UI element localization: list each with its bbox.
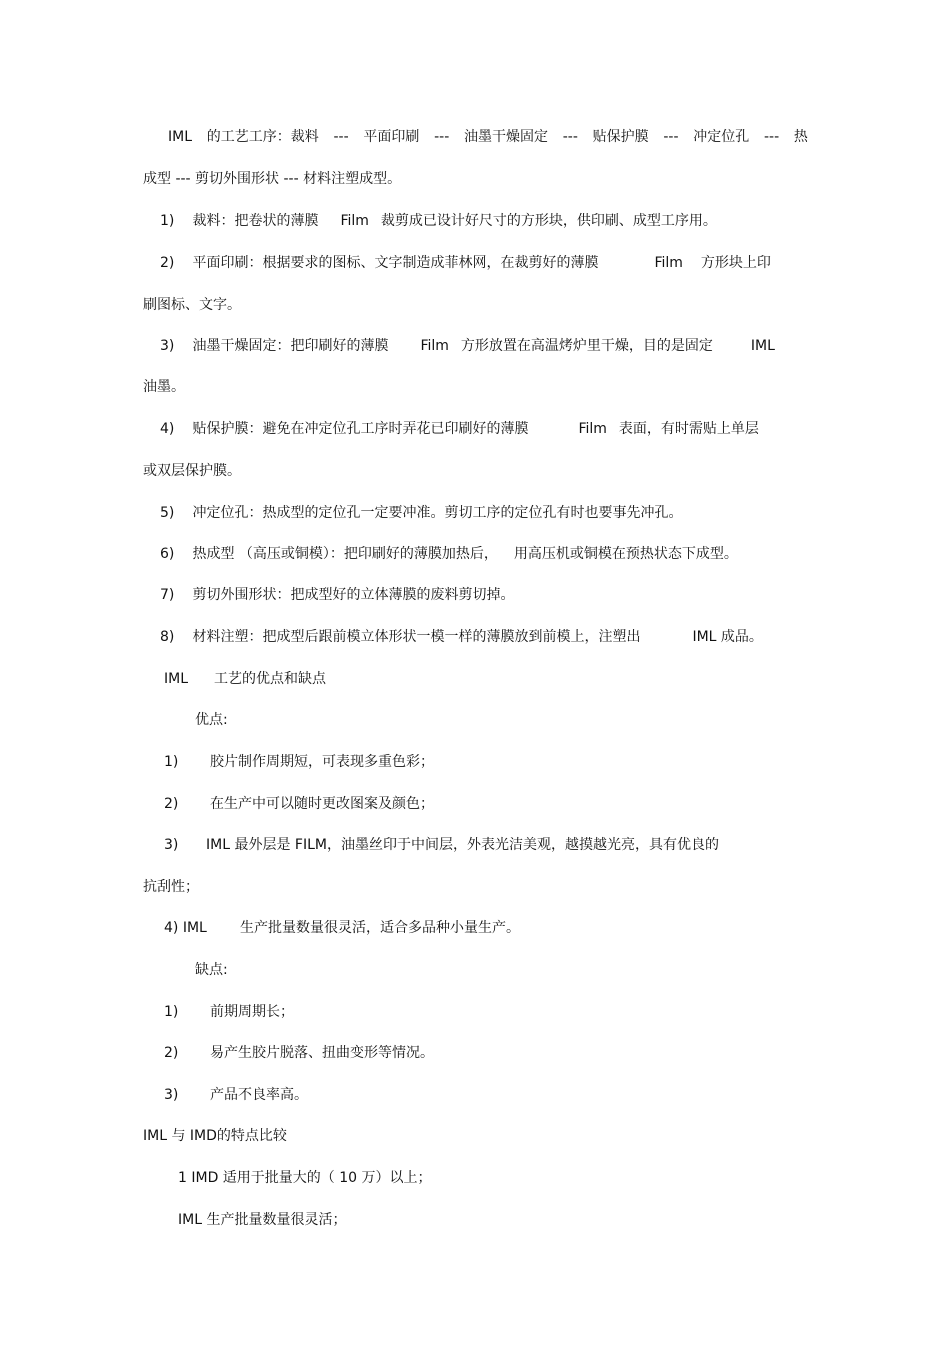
step-text: Film [420,338,449,354]
step-3 [160,337,775,355]
step-7 [160,586,514,604]
pros-title: 优点: [195,712,228,728]
step-1 [160,212,717,230]
step-text: IML 成品。 [692,629,763,645]
step-4-cont: 或双层保护膜。 [143,463,241,479]
step-number: 1) [160,213,175,229]
compare-title: IML 与 IMD的特点比较 [143,1128,287,1144]
pro-text: 胶片制作周期短，可表现多重色彩； [210,754,434,770]
compare-item-2: IML 生产批量数量很灵活； [178,1212,347,1228]
intro-token: 的工艺工序：裁料 [206,129,319,145]
step-text: Film [578,421,607,437]
pro-item-2 [164,795,434,813]
pro-item-3 [164,836,719,854]
step-3-cont: 油墨。 [143,379,185,395]
intro-token: 冲定位孔 [693,129,750,145]
step-6 [160,545,738,563]
step-text: 裁料：把卷状的薄膜 [192,213,319,229]
step-number: 5) [160,505,175,521]
pro-item-3-cont: 抗刮性； [143,879,199,895]
step-text: 冲定位孔：热成型的定位孔一定要冲准。剪切工序的定位孔有时也要事先冲孔。 [192,505,683,521]
step-text: IML [750,338,775,354]
step-text: 剪切外围形状：把成型好的立体薄膜的废料剪切掉。 [192,587,515,603]
con-text: 前期周期长； [210,1004,294,1020]
section-title-prefix: IML [164,671,189,687]
con-item-3 [164,1086,308,1104]
step-text: 方形放置在高温烤炉里干燥，目的是固定 [460,338,713,354]
intro-token: 油墨干燥固定 [464,129,548,145]
pro-text: IML 最外层是 FILM，油墨丝印于中间层，外表光洁美观，越摸越光亮，具有优良的 [206,837,719,853]
pro-number: 3) [164,837,179,853]
intro-token: --- [333,129,349,145]
intro-token: 平面印刷 [363,129,420,145]
step-text: 油墨干燥固定：把印刷好的薄膜 [192,338,389,354]
step-5 [160,504,682,522]
step-text: Film [654,255,683,271]
step-text: 材料注塑：把成型后跟前模立体形状一模一样的薄膜放到前模上，注塑出 [192,629,641,645]
step-number: 3) [160,338,175,354]
step-text: 贴保护膜：避免在冲定位孔工序时弄花已印刷好的薄膜 [192,421,529,437]
pro-item-4 [164,919,520,937]
step-8 [160,628,763,646]
cons-title: 缺点: [195,962,228,978]
con-item-1 [164,1003,294,1021]
con-number: 1) [164,1004,179,1020]
step-4 [160,420,759,438]
step-text: 平面印刷：根据要求的图标、文字制造成菲林网，在裁剪好的薄膜 [192,255,599,271]
pro-text: 在生产中可以随时更改图案及颜色； [210,796,434,812]
step-2 [160,254,771,272]
step-2-cont: 刷图标、文字。 [143,297,241,313]
intro-token: 贴保护膜 [592,129,649,145]
pro-number: 4) IML [164,920,207,936]
compare-item-1: 1 IMD 适用于批量大的（ 10 万）以上； [178,1170,432,1186]
step-number: 8) [160,629,175,645]
pro-text: 生产批量数量很灵活，适合多品种小量生产。 [240,920,520,936]
intro-line-2: 成型 --- 剪切外围形状 --- 材料注塑成型。 [143,171,402,187]
intro-token: --- [663,129,679,145]
con-number: 2) [164,1045,179,1061]
intro-token: 热 [793,129,808,145]
step-text: 热成型 （高压或铜模）：把印刷好的薄膜加热后， [192,546,498,562]
con-number: 3) [164,1087,179,1103]
con-item-2 [164,1044,434,1062]
step-text: Film [340,213,369,229]
intro-token: --- [562,129,578,145]
section-title [164,670,326,688]
step-number: 4) [160,421,175,437]
intro-token: --- [434,129,450,145]
step-number: 6) [160,546,175,562]
con-text: 易产生胶片脱落、扭曲变形等情况。 [210,1045,434,1061]
step-text: 用高压机或铜模在预热状态下成型。 [513,546,738,562]
pro-number: 2) [164,796,179,812]
intro-token: IML [168,129,193,145]
step-text: 裁剪成已设计好尺寸的方形块，供印刷、成型工序用。 [380,213,717,229]
step-number: 2) [160,255,175,271]
step-number: 7) [160,587,175,603]
step-text: 表面，有时需贴上单层 [618,421,759,437]
pro-item-1 [164,753,434,771]
pro-number: 1) [164,754,179,770]
intro-token: --- [763,129,780,145]
con-text: 产品不良率高。 [210,1087,308,1103]
step-text: 方形块上印 [700,255,771,271]
intro-line-1 [168,128,808,146]
section-title-text: 工艺的优点和缺点 [214,671,327,687]
